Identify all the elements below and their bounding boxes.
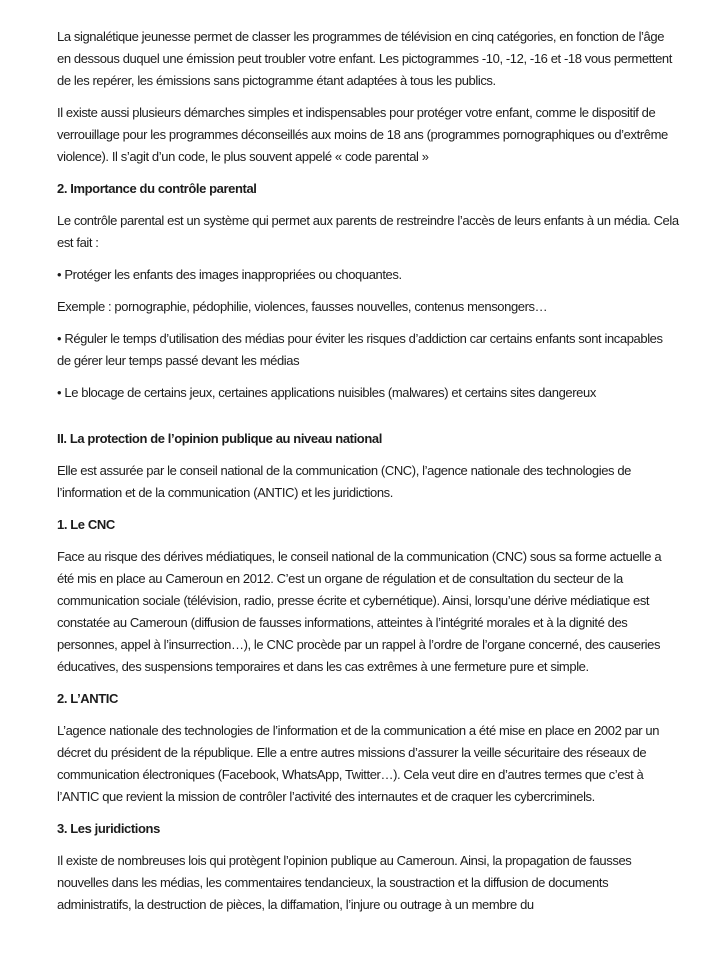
paragraph: L’agence nationale des technologies de l’information et de la communication a été mise en place en 2002 par un décret du président de la république. Elle a entre autres missions d’assurer la veille sécuritaire des réseaux de communication électroniques (Facebook, WhatsApp, Twitter…). Cela veut dire en d’autres termes que c’est à l’ANTIC que revient la mission de contrôler l’activité des internautes et de craquer les cybercriminels. (57, 723, 660, 804)
paragraph: Exemple : pornographie, pédophilie, violences, fausses nouvelles, contenus mensongers… (57, 299, 548, 314)
paragraph: La signalétique jeunesse permet de classer les programmes de télévision en cinq catégories, en fonction de l’âge en dessous duquel une émission peut troubler votre enfant. Les pictogrammes -10, -12, -16 et -18 vous permettent de les repérer, les émissions sans pictogramme étant adaptées à tous les publics. (57, 29, 672, 88)
paragraph: Le contrôle parental est un système qui permet aux parents de restreindre l’accès de leurs enfants à un média. Cela est fait : (57, 213, 679, 250)
section-heading: 2. Importance du contrôle parental (57, 181, 257, 196)
paragraph: Il existe de nombreuses lois qui protègent l’opinion publique au Cameroun. Ainsi, la propagation de fausses nouvelles dans les médias, les commentaires tendancieux, la soustraction et la diffusion de documents administratifs, la destruction de pièces, la diffamation, l’injure ou outrage à un membre du (57, 853, 632, 912)
section-heading: II. La protection de l’opinion publique au niveau national (57, 431, 382, 446)
paragraph: Il existe aussi plusieurs démarches simples et indispensables pour protéger votre enfant, comme le dispositif de verrouillage pour les programmes déconseillés aux moins de 18 ans (programmes pornographiques ou d’extrême violence). Il s’agit d’un code, le plus souvent appelé « code parental » (57, 105, 668, 164)
section-heading: 1. Le CNC (57, 517, 115, 532)
paragraph: Elle est assurée par le conseil national de la communication (CNC), l’agence nationale des technologies de l’information et de la communication (ANTIC) et les juridictions. (57, 463, 632, 500)
paragraph: Face au risque des dérives médiatiques, le conseil national de la communication (CNC) sous sa forme actuelle a été mis en place au Cameroun en 2012. C’est un organe de régulation et de consultation du secteur de la communication sociale (télévision, radio, presse écrite et cybernétique). Ainsi, lorsqu’une dérive médiatique est constatée au Cameroun (diffusion de fausses informations, atteintes à l’intégrité morales et à la dignité des personnes, appel à l’insurrection…), le CNC procède par un rappel à l’ordre de l’organe concerné, des causeries éducatives, des suspensions temporaires et dans les cas extrêmes à une fermeture pure et simple. (57, 549, 662, 674)
section-heading: 2. L’ANTIC (57, 691, 119, 706)
bullet-item: • Protéger les enfants des images inappropriées ou choquantes. (57, 267, 402, 282)
section-heading: 3. Les juridictions (57, 821, 160, 836)
bullet-item: • Le blocage de certains jeux, certaines applications nuisibles (malwares) et certains sites dangereux (57, 385, 596, 400)
document-content (57, 26, 679, 926)
bullet-item: • Réguler le temps d’utilisation des médias pour éviter les risques d’addiction car certains enfants sont incapables de gérer leur temps passé devant les médias (57, 331, 663, 368)
